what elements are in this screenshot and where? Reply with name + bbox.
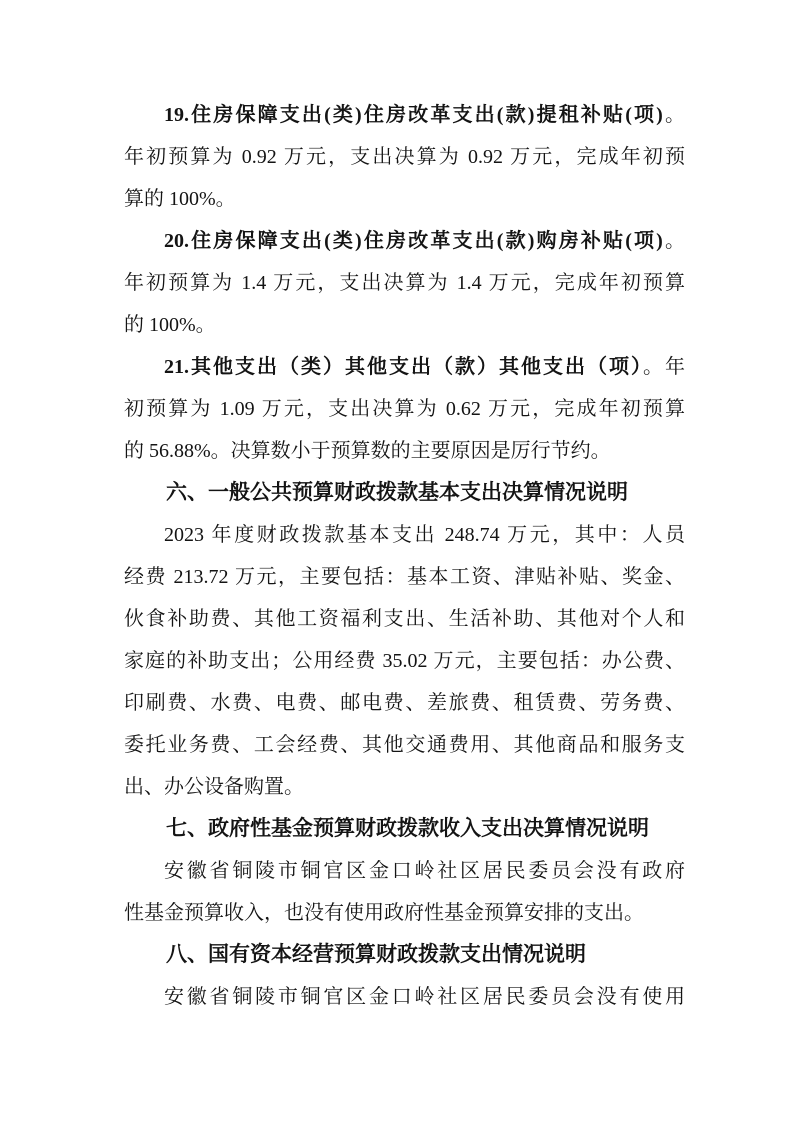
bold-run: 七、政府性基金预算财政拨款收入支出决算情况说明 bbox=[166, 817, 649, 840]
text-line bbox=[124, 430, 685, 472]
heading-line bbox=[124, 808, 685, 850]
text-line bbox=[124, 598, 685, 640]
bold-run: 21.其他支出（类）其他支出（款）其他支出（项） bbox=[164, 356, 643, 378]
bold-run: 20.住房保障支出(类)住房改革支出(款)购房补贴(项) bbox=[164, 230, 663, 252]
text-run: 印刷费、水费、电费、邮电费、差旅费、租赁费、劳务费、 bbox=[124, 692, 685, 714]
text-run: 年初预算为 1.4 万元，支出决算为 1.4 万元，完成年初预算 bbox=[124, 272, 685, 294]
text-line bbox=[124, 892, 685, 934]
text-line bbox=[124, 724, 685, 766]
text-run: 2023 年度财政拨款基本支出 248.74 万元，其中：人员 bbox=[164, 524, 685, 546]
text-line bbox=[124, 766, 685, 808]
text-run: 委托业务费、工会经费、其他交通费用、其他商品和服务支 bbox=[124, 734, 685, 756]
text-run: 安徽省铜陵市铜官区金口岭社区居民委员会没有使用 bbox=[164, 986, 685, 1008]
text-run: 的 56.88%。决算数小于预算数的主要原因是厉行节约。 bbox=[124, 440, 611, 462]
text-run: 安徽省铜陵市铜官区金口岭社区居民委员会没有政府 bbox=[164, 860, 685, 882]
text-line bbox=[124, 220, 685, 262]
text-line bbox=[124, 178, 685, 220]
body-paragraph bbox=[124, 94, 685, 220]
bold-run: 六、一般公共预算财政拨款基本支出决算情况说明 bbox=[166, 481, 628, 504]
body-paragraph bbox=[124, 346, 685, 472]
bold-run: 19.住房保障支出(类)住房改革支出(款)提租补贴(项) bbox=[164, 104, 663, 126]
text-run: 家庭的补助支出；公用经费 35.02 万元，主要包括：办公费、 bbox=[124, 650, 685, 672]
text-line bbox=[124, 262, 685, 304]
section-heading bbox=[124, 808, 685, 850]
body-paragraph bbox=[124, 220, 685, 346]
text-run: 性基金预算收入，也没有使用政府性基金预算安排的支出。 bbox=[124, 902, 644, 924]
text-line bbox=[124, 388, 685, 430]
text-line bbox=[124, 640, 685, 682]
text-run: 初预算为 1.09 万元，支出决算为 0.62 万元，完成年初预算 bbox=[124, 398, 685, 420]
text-line bbox=[124, 136, 685, 178]
text-line bbox=[124, 94, 685, 136]
text-run: 算的 100%。 bbox=[124, 188, 236, 210]
text-run: 的 100%。 bbox=[124, 314, 216, 336]
text-line bbox=[124, 556, 685, 598]
text-line bbox=[124, 346, 685, 388]
heading-line bbox=[124, 472, 685, 514]
heading-line bbox=[124, 934, 685, 976]
text-line bbox=[124, 850, 685, 892]
text-run: 年初预算为 0.92 万元，支出决算为 0.92 万元，完成年初预 bbox=[124, 146, 685, 168]
body-paragraph bbox=[124, 514, 685, 808]
text-line bbox=[124, 976, 685, 1018]
text-run: 。 bbox=[662, 104, 685, 126]
section-heading bbox=[124, 472, 685, 514]
document-body bbox=[124, 94, 685, 1018]
text-run: 。年 bbox=[643, 356, 685, 378]
text-line bbox=[124, 682, 685, 724]
text-run: 。 bbox=[662, 230, 685, 252]
body-paragraph bbox=[124, 976, 685, 1018]
text-run: 伙食补助费、其他工资福利支出、生活补助、其他对个人和 bbox=[124, 608, 685, 630]
text-run: 经费 213.72 万元，主要包括：基本工资、津贴补贴、奖金、 bbox=[124, 566, 685, 588]
text-line bbox=[124, 514, 685, 556]
text-run: 出、办公设备购置。 bbox=[124, 776, 304, 798]
bold-run: 八、国有资本经营预算财政拨款支出情况说明 bbox=[166, 943, 586, 966]
body-paragraph bbox=[124, 850, 685, 934]
section-heading bbox=[124, 934, 685, 976]
text-line bbox=[124, 304, 685, 346]
